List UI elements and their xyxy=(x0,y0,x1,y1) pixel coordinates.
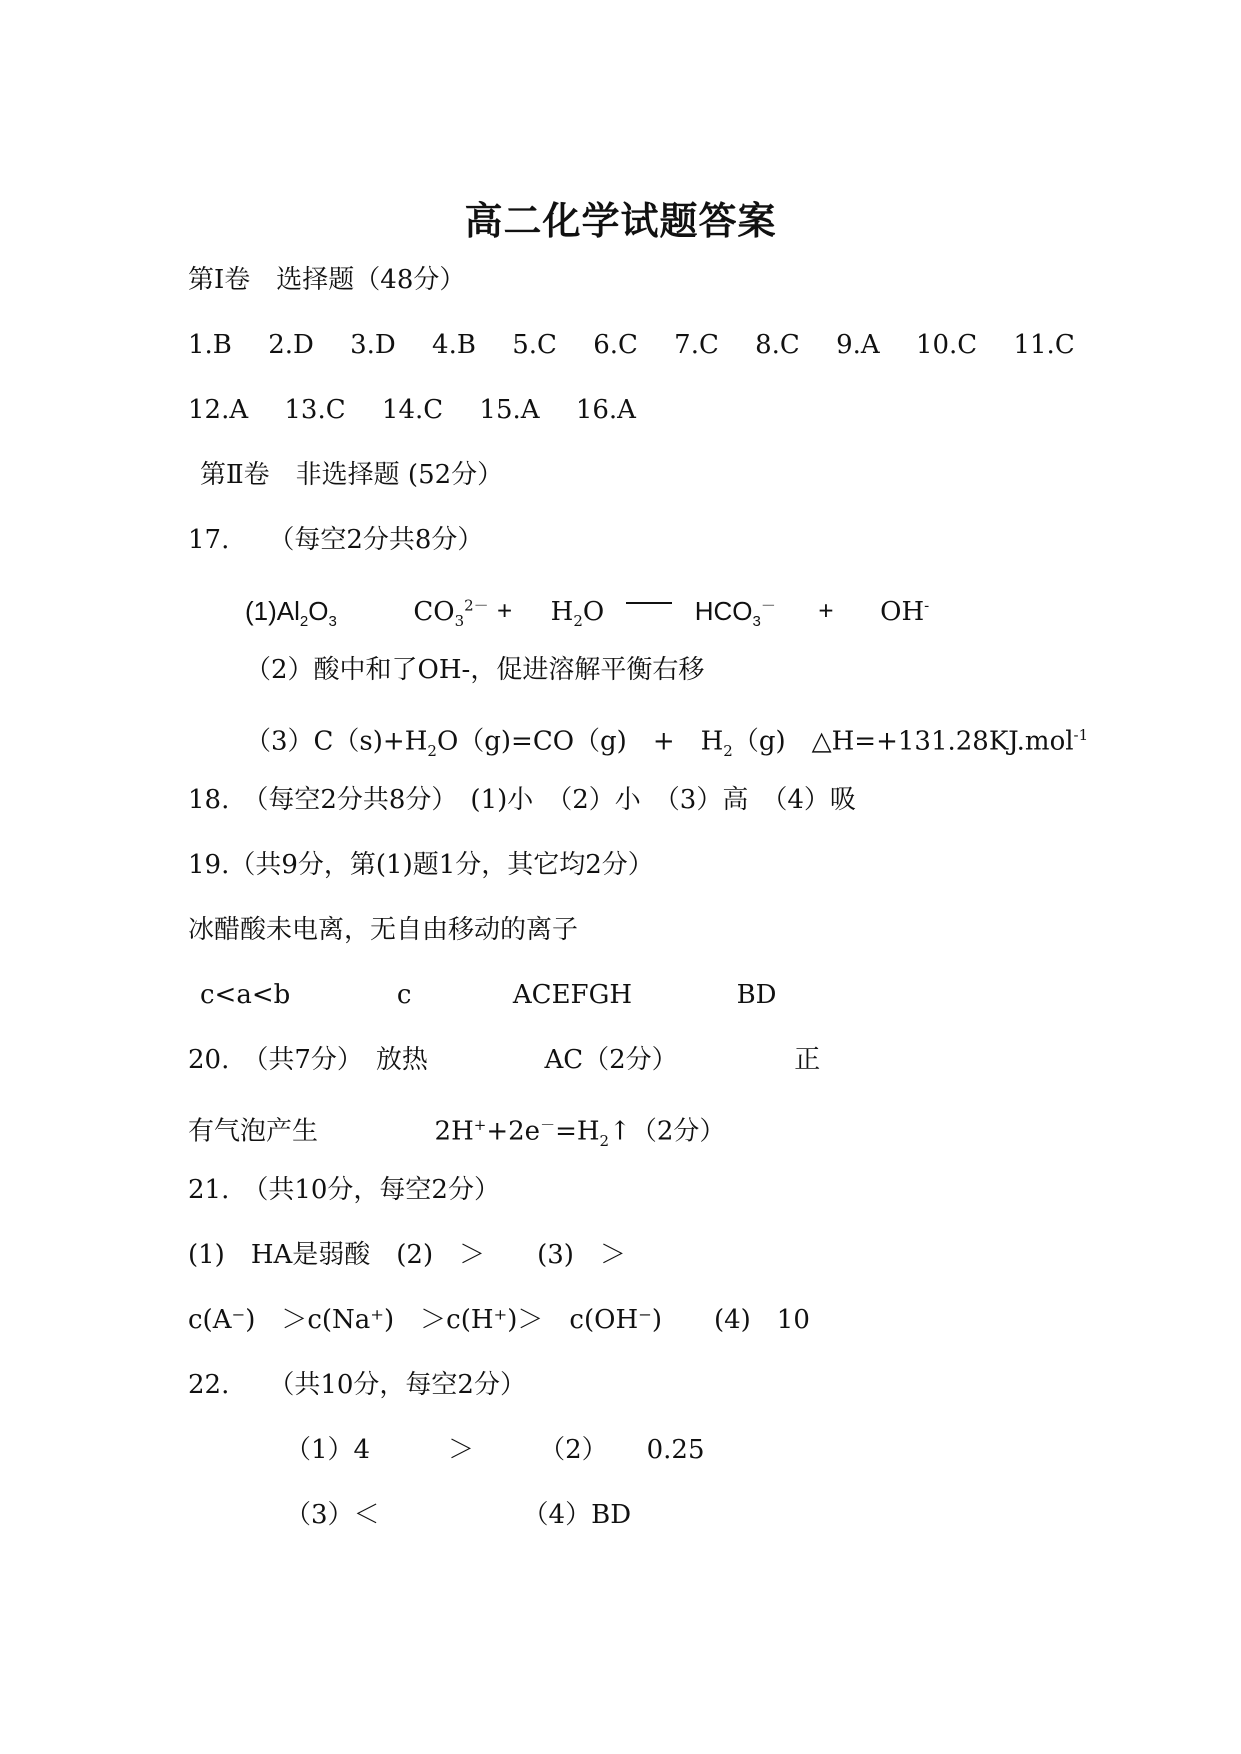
q17-answer-3: $(3)C(s)+H_2O(g)=CO(g)$ + $H_2(g)$ △H=+131.28KJ.mol$^{-1}$ xyxy=(245,726,1089,760)
mc-answer: 5.C xyxy=(512,330,557,360)
q19-line1: 冰醋酸未电离，无自由移动的离子 xyxy=(188,915,579,945)
q21-line1: (1) HA是弱酸 (2) ＞ (3) ＞ xyxy=(188,1240,626,1270)
mc-answer: 6.C xyxy=(593,330,638,360)
q19-answer: BD xyxy=(736,980,777,1010)
q20-line2: 有气泡产生 $2H^++2e^-=H_2↑(2$分） xyxy=(188,1116,726,1150)
mc-answer: 16.A xyxy=(575,395,636,425)
q19-answer: c<a<b xyxy=(200,980,291,1010)
mc-answer: 4.B xyxy=(432,330,476,360)
mc-answers-row1 xyxy=(188,325,1103,365)
q17-answer-2: （2）酸中和了OH-，促进溶解平衡右移 xyxy=(245,655,705,685)
equilibrium-arrow-icon xyxy=(626,602,672,604)
q21-header: 21. （共10分，每空2分） xyxy=(188,1175,500,1205)
mc-answer: 3.D xyxy=(350,330,396,360)
q19-answer: ACEFGH xyxy=(512,980,633,1010)
q20-line1 xyxy=(188,1040,820,1080)
q17-carbonate: $CO_3^{2-}$ xyxy=(413,596,489,630)
section1-heading: 第Ⅰ卷 选择题（48分） xyxy=(188,265,466,295)
section2-heading: 第Ⅱ卷 非选择题 (52分） xyxy=(200,460,504,490)
q17-answer-1 xyxy=(245,585,929,642)
mc-answer: 14.C xyxy=(381,395,444,425)
mc-answer: 15.A xyxy=(479,395,540,425)
plus-sign: + xyxy=(496,595,513,626)
mc-answer: 9.A xyxy=(836,330,880,360)
q22-line2: （3）＜ （4）BD xyxy=(285,1500,632,1530)
q18-answer: 18. （每空2分共8分） (1)小 （2）小 （3）高 （4）吸 xyxy=(188,785,856,815)
mc-answer: 8.C xyxy=(755,330,800,360)
mc-answer: 11.C xyxy=(1013,330,1075,360)
mc-answer: 12.A xyxy=(188,395,249,425)
q17-water: $H_2O$ xyxy=(550,596,605,630)
q19-header: 19.（共9分，第(1)题1分，其它均2分） xyxy=(188,850,654,880)
q22-line1: （1）4 ＞ （2） 0.25 xyxy=(285,1435,705,1465)
mc-answers-row2 xyxy=(188,390,664,430)
mc-answer: 10.C xyxy=(915,330,978,360)
q17-formula-al: $(1)Al_2O_3$ xyxy=(245,595,337,630)
mc-answer: 1.B xyxy=(188,330,232,360)
q17-hydroxide: OH- xyxy=(880,596,930,627)
q19-answer: c xyxy=(396,980,412,1010)
plus-sign: + xyxy=(818,595,834,626)
mc-answer: 13.C xyxy=(284,395,346,425)
mc-answer: 7.C xyxy=(674,330,719,360)
page-title: 高二化学试题答案 xyxy=(464,198,777,243)
q20-header: 20. （共7分） 放热 xyxy=(188,1045,428,1075)
q17-header: 17. （每空2分共8分） xyxy=(188,525,484,555)
q20-ac: AC（2分） xyxy=(544,1045,678,1075)
mc-answer: 2.D xyxy=(268,330,314,360)
q20-zheng: 正 xyxy=(794,1045,821,1075)
q17-bicarbonate: $HCO_3^-$ xyxy=(694,595,776,630)
q21-line2: c(A⁻) ＞c(Na⁺) ＞c(H⁺)＞ c(OH⁻) (4) 10 xyxy=(188,1305,810,1335)
q19-answers xyxy=(200,975,777,1015)
q22-header: 22. （共10分，每空2分） xyxy=(188,1370,526,1400)
